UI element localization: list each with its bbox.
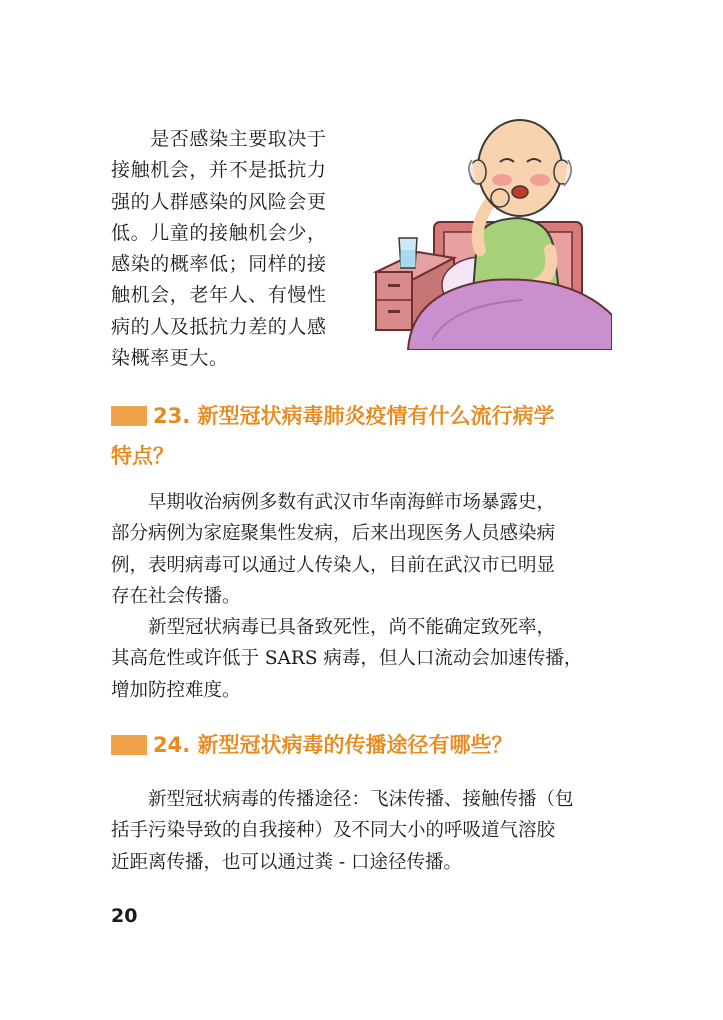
para-line: 其高危性或许低于 SARS 病毒，但人口流动会加速传播， — [111, 648, 583, 670]
section-23-paragraph-2 — [111, 612, 616, 706]
para-line: 例，表明病毒可以通过人传染人，目前在武汉市已明显 — [111, 554, 556, 576]
para-line: 括手污染导致的自我接种）及不同大小的呼吸道气溶胶 — [111, 820, 556, 842]
para-line: 部分病例为家庭聚集性发病，后来出现医务人员感染病 — [111, 523, 556, 545]
section-23-title-line2: 特点？ — [111, 444, 174, 468]
para-line: 近距离传播，也可以通过粪 - 口途径传播。 — [111, 851, 463, 873]
section-24-paragraph — [111, 784, 616, 878]
intro-line: 病的人及抵抗力差的人感 — [111, 315, 327, 338]
intro-line: 接触机会，并不是抵抗力 — [111, 159, 327, 182]
intro-line: 感染的概率低；同样的接 — [111, 253, 327, 276]
intro-line: 染概率更大。 — [111, 347, 229, 370]
heading-marker — [111, 406, 147, 426]
para-line: 新型冠状病毒已具备致死性，尚不能确定致死率， — [111, 617, 556, 638]
para-line: 新型冠状病毒的传播途径：飞沫传播、接触传播（包 — [111, 789, 574, 810]
section-23-paragraph-1 — [111, 487, 616, 612]
para-line: 早期收治病例多数有武汉市华南海鲜市场暴露史， — [111, 492, 556, 513]
intro-paragraph — [111, 124, 361, 374]
para-line: 增加防控难度。 — [111, 679, 241, 701]
para-line: 存在社会传播。 — [111, 585, 241, 607]
intro-line: 触机会，老年人、有慢性 — [111, 284, 327, 307]
section-23-title-line1: 23. 新型冠状病毒肺炎疫情有什么流行病学 — [153, 404, 555, 428]
sick-elderly-man-in-bed-icon — [372, 100, 612, 350]
intro-line: 是否感染主要取决于 — [111, 128, 327, 150]
page-number: 20 — [111, 905, 138, 927]
intro-line: 低。儿童的接触机会少， — [111, 221, 327, 244]
intro-line: 强的人群感染的风险会更 — [111, 190, 327, 213]
heading-marker — [111, 735, 147, 755]
section-24-heading — [111, 725, 513, 765]
section-24-title: 24. 新型冠状病毒的传播途径有哪些？ — [153, 733, 513, 757]
section-23-heading — [111, 396, 555, 476]
